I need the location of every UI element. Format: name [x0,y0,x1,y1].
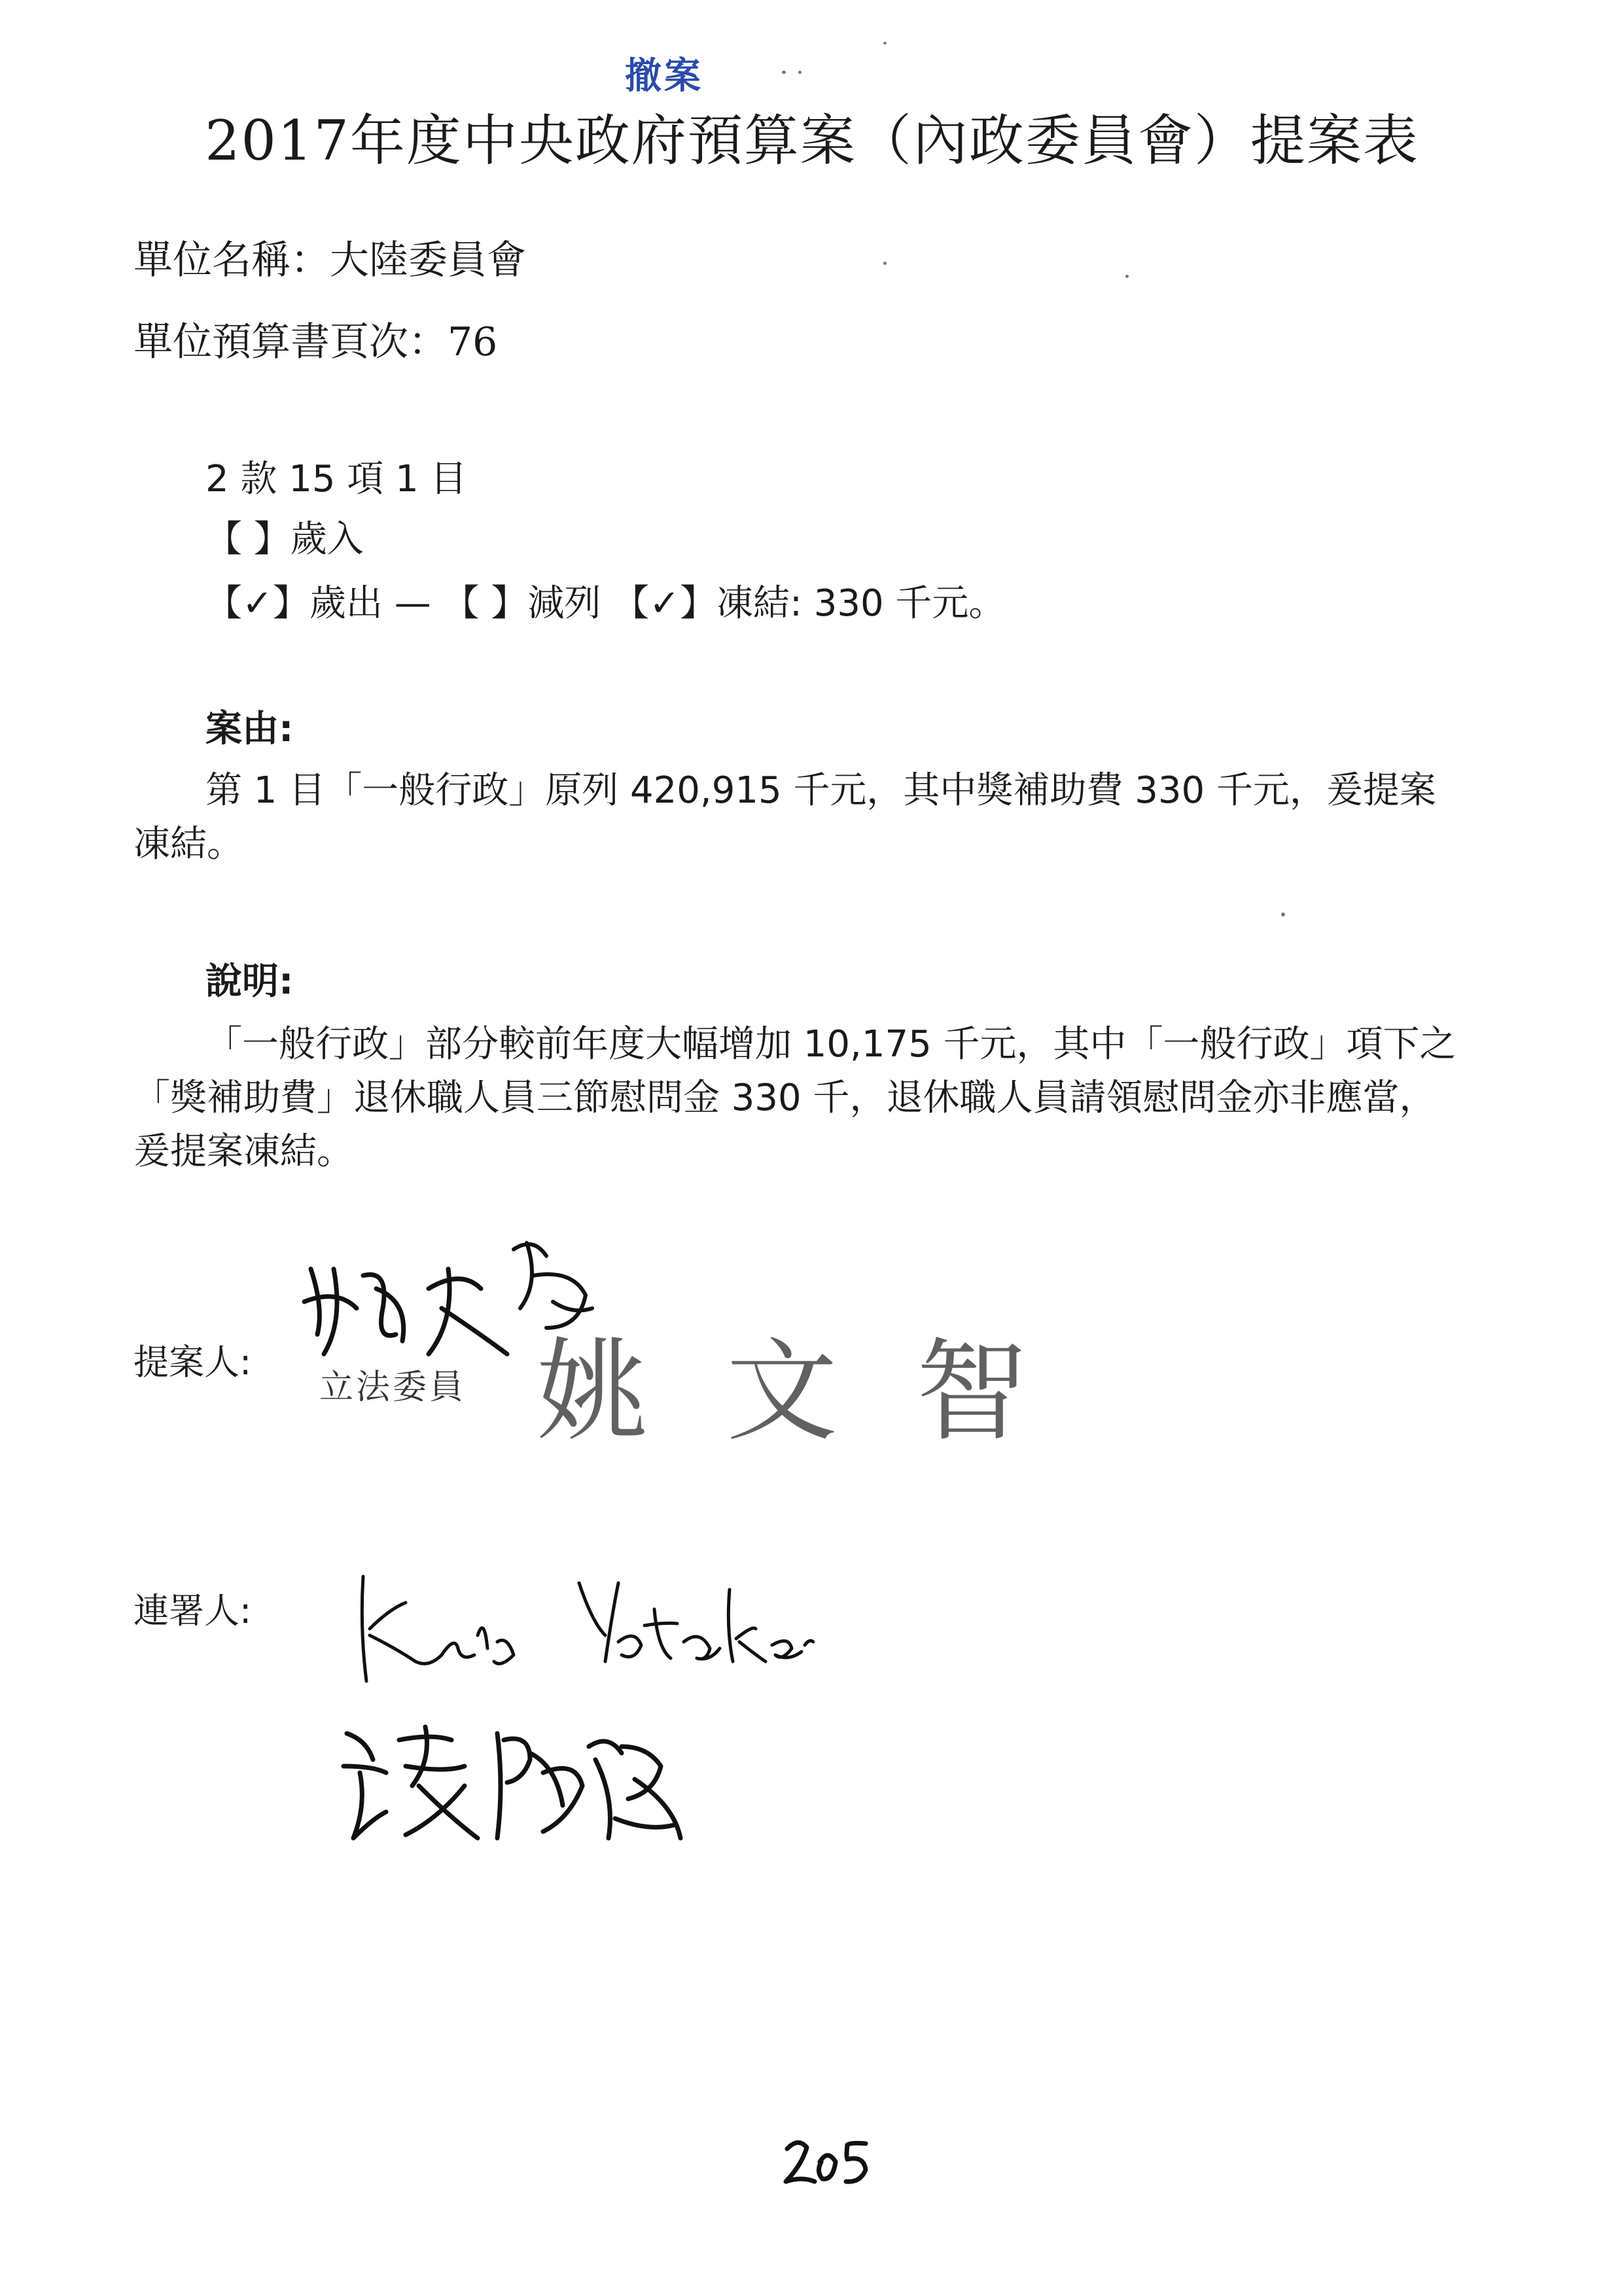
page-number-handwriting [782,2136,874,2195]
page-number [782,2136,874,2197]
revenue-line: 【 】歲入 [205,518,364,561]
explanation-heading: 說明: [205,960,294,1003]
withdrawn-stamp: 撤案 [625,54,703,97]
item-code: 2 款 15 項 1 目 [205,458,467,500]
cosigner-signature-latin [344,1563,815,1694]
legislator-name-seal: 姚文智 [537,1327,1106,1457]
explanation-text: 「一般行政」部分較前年度大幅增加 10,175 千元，其中「一般行政」項下之「獎補助費」退休職人員三節慰問金 330 千，退休職人員請領慰問金亦非應當，爰提案凍結。 [133,1023,1456,1173]
scan-speck [883,262,887,265]
reason-heading: 案由: [205,708,294,750]
expenditure-line: 【✓】歲出 — 【 】減列 【✓】凍結: 330 千元。 [205,582,1006,625]
cosigner-label: 連署人: [133,1590,252,1631]
scan-speck [883,42,887,44]
unit-name-label: 單位名稱： [133,237,330,283]
unit-name-row [133,229,526,285]
budget-page-value: 76 [448,319,498,365]
budget-page-label: 單位預算書頁次： [133,319,448,365]
cosigner-signature-chinese [334,1707,700,1851]
scan-speck [798,71,802,74]
scan-speck [782,71,786,74]
scan-speck [1125,275,1129,278]
budget-page-row [133,311,497,367]
document-title: 2017年度中央政府預算案（內政委員會）提案表 [205,109,1419,173]
proposer-label: 提案人: [133,1342,252,1383]
scan-speck [1281,913,1285,916]
legislator-title-stamp: 立法委員 [319,1368,467,1407]
reason-text: 第 1 目「一般行政」原列 420,915 千元，其中獎補助費 330 千元，爰提案凍結。 [133,769,1436,865]
unit-name-value: 大陸委員會 [330,237,526,283]
